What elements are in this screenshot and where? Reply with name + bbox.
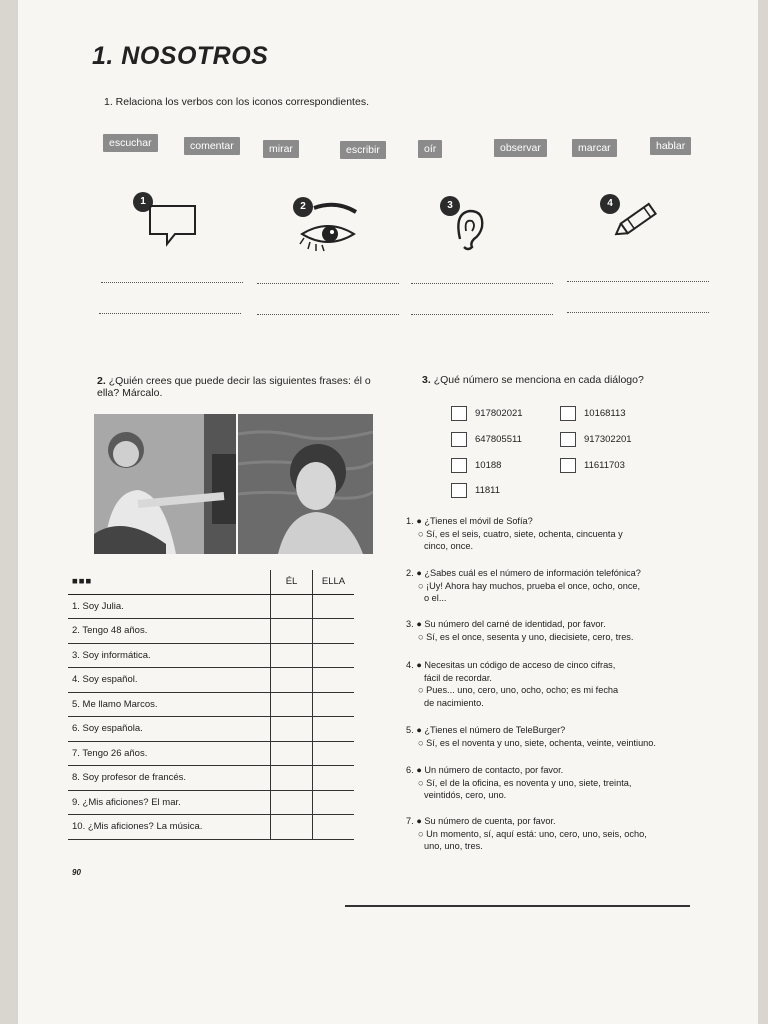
phrase-text: 9. ¿Mis aficiones? El mar.: [68, 790, 271, 815]
el-checkbox-cell[interactable]: [271, 668, 313, 693]
dialog-number: 1.: [406, 516, 414, 526]
dialog-question: Su número del carné de identidad, por favor.: [424, 619, 606, 629]
verb-chip[interactable]: mirar: [263, 140, 299, 158]
icon-number: 3: [440, 196, 460, 216]
ella-checkbox-cell[interactable]: [313, 815, 355, 840]
answer-line[interactable]: [411, 314, 553, 315]
dialog-answer-cont: de nacimiento.: [424, 697, 484, 708]
dialog-question: ¿Tienes el móvil de Sofía?: [424, 516, 533, 526]
ella-checkbox-cell[interactable]: [313, 741, 355, 766]
ella-checkbox-cell[interactable]: [313, 766, 355, 791]
bottom-rule: [345, 905, 690, 907]
phrase-text: 3. Soy informática.: [68, 643, 271, 668]
verb-chip[interactable]: observar: [494, 139, 547, 157]
ex3-number: 3.: [422, 374, 431, 386]
table-row: [68, 668, 354, 693]
option-value: 10188: [475, 460, 502, 472]
photo-woman: [238, 414, 373, 554]
eye-icon: [296, 200, 362, 252]
number-option: [451, 483, 500, 498]
page-title: 1. NOSOTROS: [92, 42, 269, 70]
answer-line[interactable]: [567, 312, 709, 313]
ella-checkbox-cell[interactable]: [313, 668, 355, 693]
option-checkbox[interactable]: [560, 458, 576, 473]
table-row: [68, 594, 354, 619]
dialog-item: 6. ● Un número de contacto, por favor. ○ Sí, el de la oficina, es noventa y uno, siete, treinta, veintidós, cero, uno.: [406, 764, 696, 802]
phrase-text: 1. Soy Julia.: [68, 594, 271, 619]
icon-number: 4: [600, 194, 620, 214]
ella-checkbox-cell[interactable]: [313, 594, 355, 619]
dialog-question-cont: fácil de recordar.: [424, 672, 492, 683]
icon-number: 1: [133, 192, 153, 212]
dialog-answer: Sí, el de la oficina, es noventa y uno, siete, treinta,: [426, 777, 632, 788]
table-row: [68, 766, 354, 791]
number-option: [451, 458, 501, 473]
dialog-question: Necesitas un código de acceso de cinco cifras,: [424, 660, 616, 670]
column-header-el: ÉL: [271, 570, 313, 594]
dialog-number: 6.: [406, 765, 414, 775]
number-option: [560, 458, 625, 473]
ex3-instruction: [422, 374, 644, 386]
ella-checkbox-cell[interactable]: [313, 643, 355, 668]
dialog-answer: ¡Uy! Ahora hay muchos, prueba el once, ocho, once,: [426, 580, 641, 591]
dialog-question: Un número de contacto, por favor.: [424, 765, 564, 775]
column-header-ella: ELLA: [313, 570, 355, 594]
option-checkbox[interactable]: [451, 432, 467, 447]
answer-line[interactable]: [99, 313, 241, 314]
phrase-text: 5. Me llamo Marcos.: [68, 692, 271, 717]
phrase-text: 10. ¿Mis aficiones? La música.: [68, 815, 271, 840]
table-row: [68, 790, 354, 815]
dialog-answer: Sí, es el seis, cuatro, siete, ochenta, cincuenta y: [426, 528, 623, 539]
option-value: 11811: [475, 485, 501, 497]
table-row: [68, 741, 354, 766]
dialog-question: Su número de cuenta, por favor.: [424, 816, 556, 826]
el-checkbox-cell[interactable]: [271, 717, 313, 742]
verb-chip[interactable]: hablar: [650, 137, 691, 155]
verb-chip[interactable]: marcar: [572, 139, 617, 157]
verb-chip[interactable]: escribir: [340, 141, 386, 159]
table-header-squares: ■■■: [68, 570, 271, 594]
el-checkbox-cell[interactable]: [271, 643, 313, 668]
phrase-text: 6. Soy española.: [68, 717, 271, 742]
dialog-answer: Sí, es el noventa y uno, siete, ochenta, veinte, veintiuno.: [426, 737, 656, 748]
ella-checkbox-cell[interactable]: [313, 619, 355, 644]
speech-bubble-icon: [145, 198, 205, 248]
el-checkbox-cell[interactable]: [271, 741, 313, 766]
phrase-text: 8. Soy profesor de francés.: [68, 766, 271, 791]
option-value: 647805511: [475, 434, 522, 446]
el-checkbox-cell[interactable]: [271, 692, 313, 717]
ella-checkbox-cell[interactable]: [313, 717, 355, 742]
number-option: [560, 406, 626, 421]
phrase-text: 2. Tengo 48 años.: [68, 619, 271, 644]
option-checkbox[interactable]: [560, 406, 576, 421]
option-value: 10168113: [584, 408, 626, 420]
dialog-number: 3.: [406, 619, 414, 629]
option-checkbox[interactable]: [560, 432, 576, 447]
dialog-item: 4. ● Necesitas un código de acceso de cinco cifras, fácil de recordar. ○ Pues... uno, cero, uno, ocho, ocho; es mi fecha de nacimiento.: [406, 659, 696, 709]
dialog-number: 4.: [406, 660, 414, 670]
table-row: [68, 815, 354, 840]
ex3-text: ¿Qué número se menciona en cada diálogo?: [433, 374, 644, 386]
ex2-instruction: [97, 375, 382, 399]
dialog-answer: Sí, es el once, sesenta y uno, diecisiete, cero, tres.: [426, 631, 634, 642]
el-checkbox-cell[interactable]: [271, 790, 313, 815]
page-number: 90: [72, 868, 81, 877]
table-row: [68, 619, 354, 644]
el-checkbox-cell[interactable]: [271, 594, 313, 619]
dialog-item: 3. ● Su número del carné de identidad, por favor. ○ Sí, es el once, sesenta y uno, diecisiete, cero, tres.: [406, 619, 634, 642]
number-option: [451, 406, 523, 421]
el-checkbox-cell[interactable]: [271, 619, 313, 644]
answer-line[interactable]: [411, 283, 553, 284]
el-checkbox-cell[interactable]: [271, 815, 313, 840]
ex2-text: ¿Quién crees que puede decir las siguientes frases: él o ella? Márcalo.: [97, 375, 371, 399]
dialog-number: 5.: [406, 725, 414, 735]
dialog-answer-cont: veintidós, cero, uno.: [424, 790, 507, 800]
table-row: [68, 717, 354, 742]
phrase-text: 7. Tengo 26 años.: [68, 741, 271, 766]
photo-man: [94, 414, 236, 554]
table-row: [68, 643, 354, 668]
el-checkbox-cell[interactable]: [271, 766, 313, 791]
dialog-question: ¿Sabes cuál es el número de información telefónica?: [424, 568, 641, 578]
ella-checkbox-cell[interactable]: [313, 790, 355, 815]
option-checkbox[interactable]: [451, 406, 467, 421]
phrase-table: [68, 570, 354, 840]
dialog-item: 2. ● ¿Sabes cuál es el número de información telefónica? ○ ¡Uy! Ahora hay muchos, prueba el once, ocho, once, o el...: [406, 567, 696, 605]
table-row: [68, 692, 354, 717]
option-value: 11611703: [584, 460, 625, 472]
dialog-answer: Pues... uno, cero, uno, ocho, ocho; es mi fecha: [426, 685, 619, 695]
verb-chip[interactable]: escuchar: [103, 134, 158, 152]
dialog-answer-cont: uno, uno, tres.: [424, 841, 483, 851]
ella-checkbox-cell[interactable]: [313, 692, 355, 717]
option-value: 917302201: [584, 434, 632, 446]
option-value: 917802021: [475, 408, 523, 420]
verb-chip[interactable]: oír: [418, 140, 442, 158]
option-checkbox[interactable]: [451, 483, 467, 498]
number-option: [451, 432, 522, 447]
answer-line[interactable]: [567, 281, 709, 282]
answer-line[interactable]: [257, 314, 399, 315]
ex1-instruction: 1. Relaciona los verbos con los iconos correspondientes.: [104, 96, 369, 108]
dialog-answer-cont: cinco, once.: [424, 541, 474, 551]
dialog-question: ¿Tienes el número de TeleBurger?: [424, 725, 566, 735]
dialog-item: 1. ● ¿Tienes el móvil de Sofía? ○ Sí, es el seis, cuatro, siete, ochenta, cincuenta y cinco, once.: [406, 515, 696, 553]
icon-number: 2: [293, 197, 313, 217]
answer-line[interactable]: [257, 283, 399, 284]
dialog-number: 7.: [406, 816, 414, 826]
pencil-icon: [610, 198, 666, 242]
dialog-answer-cont: o el...: [424, 593, 447, 603]
phrase-text: 4. Soy español.: [68, 668, 271, 693]
dialog-item: 5. ● ¿Tienes el número de TeleBurger? ○ Sí, es el noventa y uno, siete, ochenta, veinte, veintiuno.: [406, 725, 656, 748]
number-option: [560, 432, 632, 447]
dialog-number: 2.: [406, 568, 414, 578]
ear-icon: [450, 205, 490, 255]
dialog-answer: Un momento, sí, aquí está: uno, cero, uno, seis, ocho,: [426, 828, 647, 839]
ex2-number: 2.: [97, 375, 106, 387]
verb-chip[interactable]: comentar: [184, 137, 240, 155]
option-checkbox[interactable]: [451, 458, 467, 473]
dialog-item: 7. ● Su número de cuenta, por favor. ○ Un momento, sí, aquí está: uno, cero, uno, seis, ocho, uno, uno, tres.: [406, 815, 696, 853]
answer-line[interactable]: [101, 282, 243, 283]
